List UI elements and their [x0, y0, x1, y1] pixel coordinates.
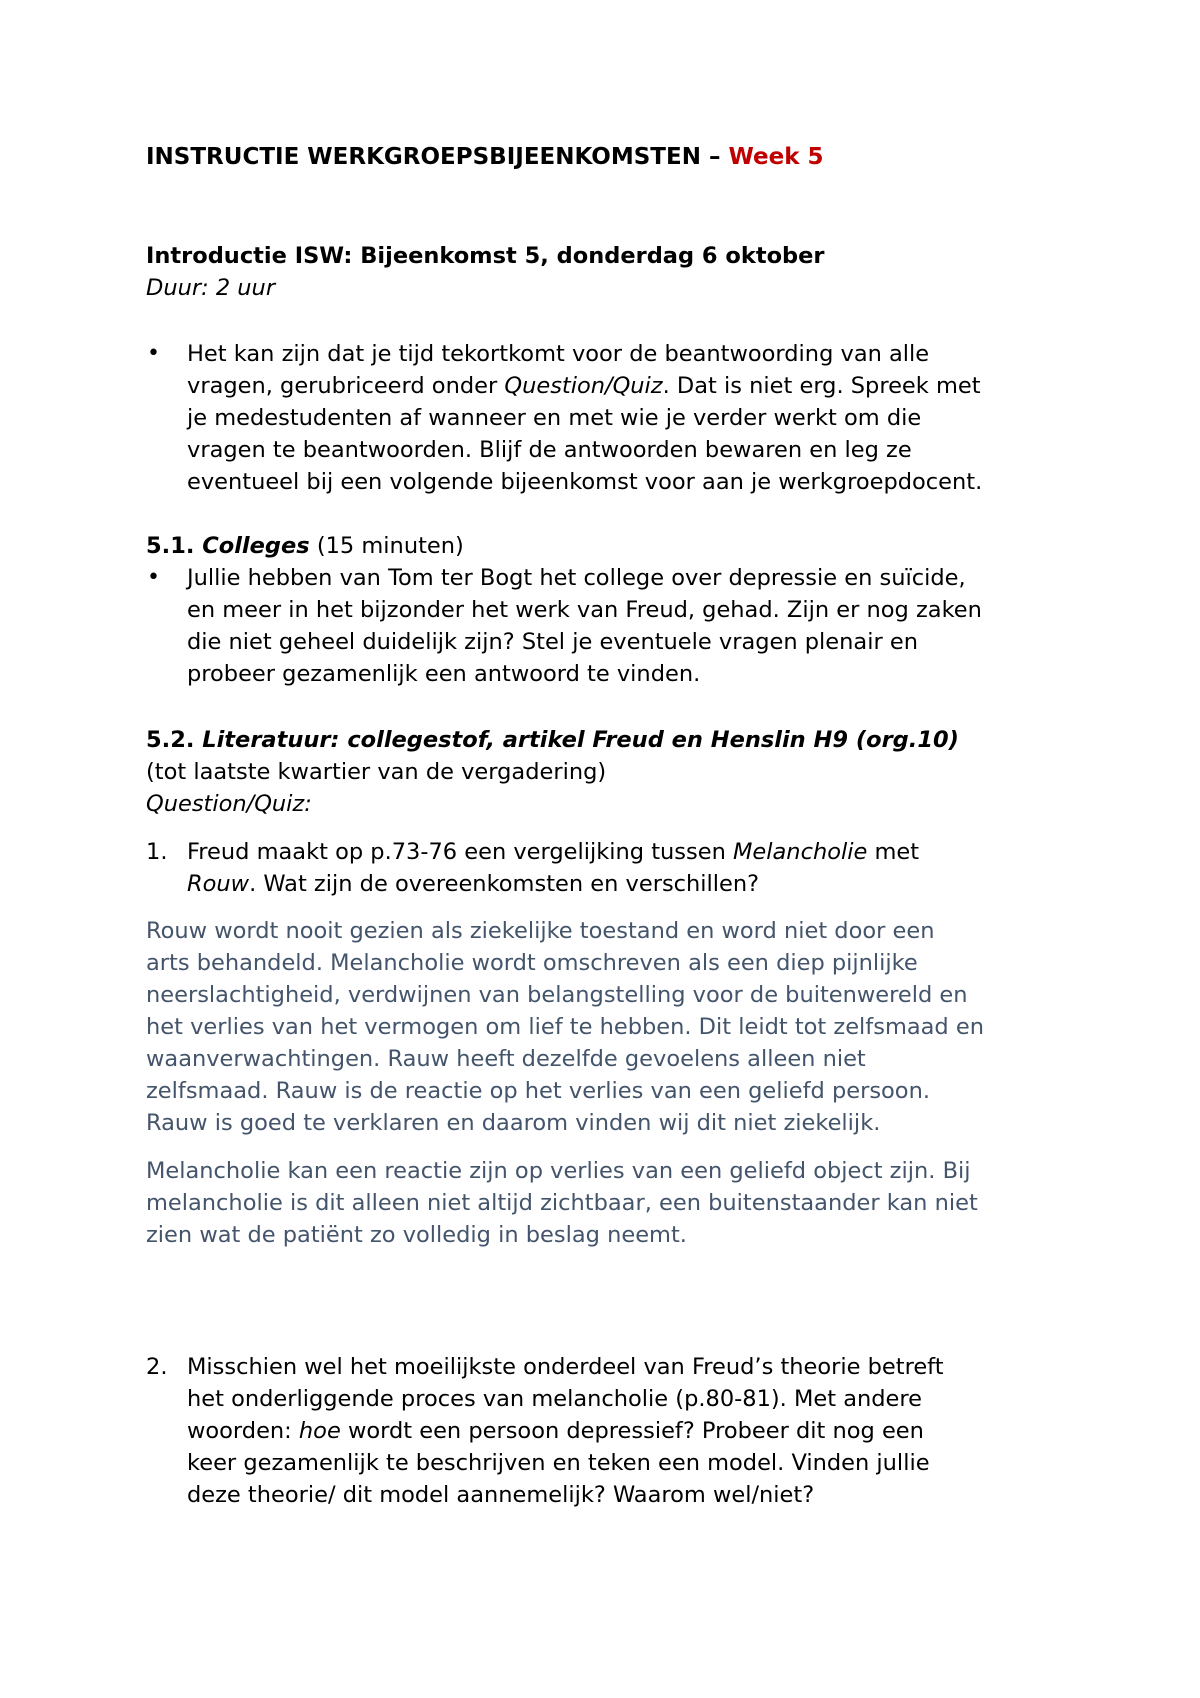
answer-1-p2-line-2: melancholie is dit alleen niet altijd zichtbaar, een buitenstaander kan niet — [146, 1190, 978, 1216]
question-1-line-2-em: Rouw — [187, 871, 250, 897]
answer-1-p1-line-5: waanverwachtingen. Rauw heeft dezelfde gevoelens alleen niet — [146, 1046, 866, 1072]
intro-line-1: Het kan zijn dat je tijd tekortkomt voor de beantwoording van alle — [187, 341, 930, 367]
answer-1-p1-line-4: het verlies van het vermogen om lief te hebben. Dit leidt tot zelfsmaad en — [146, 1014, 984, 1040]
question-2-line-3-b: wordt een persoon depressief? Probeer dit nog een — [340, 1418, 924, 1444]
meeting-duration: Duur: 2 uur — [146, 275, 276, 301]
intro-line-4: vragen te beantwoorden. Blijf de antwoorden bewaren en leg ze — [187, 437, 912, 463]
section-1-suffix: (15 minuten) — [309, 533, 464, 559]
title-week: Week 5 — [728, 144, 824, 170]
question-2-line-1: Misschien wel het moeilijkste onderdeel van Freud’s theorie betreft — [187, 1354, 944, 1380]
section-1-number: 5.1. — [146, 533, 203, 559]
bullet-marker: • — [147, 565, 160, 590]
question-1-line-1-em: Melancholie — [733, 839, 868, 865]
answer-1-p1-line-2: arts behandeld. Melancholie wordt omschreven als een diep pijnlijke — [146, 950, 918, 976]
section-1-line-1: Jullie hebben van Tom ter Bogt het college over depressie en suïcide, — [187, 565, 966, 591]
question-2-line-5: deze theorie/ dit model aannemelijk? Waarom wel/niet? — [187, 1482, 815, 1508]
section-2-heading — [146, 724, 959, 756]
title-main: INSTRUCTIE WERKGROEPSBIJEENKOMSTEN – — [146, 144, 729, 170]
question-2-line-4: keer gezamenlijk te beschrijven en teken een model. Vinden jullie — [187, 1450, 930, 1476]
bullet-marker: • — [147, 341, 160, 366]
section-1-line-3: die niet geheel duidelijk zijn? Stel je eventuele vragen plenair en — [187, 629, 918, 655]
intro-line-2 — [187, 370, 981, 402]
question-1-line-1-b: met — [867, 839, 920, 865]
question-1-line-1-a: Freud maakt op p.73-76 een vergelijking tussen — [187, 839, 734, 865]
question-1-line-2-b: . Wat zijn de overeenkomsten en verschillen? — [249, 871, 760, 897]
section-2-subtitle: (tot laatste kwartier van de vergadering) — [146, 759, 607, 785]
section-1-heading — [146, 530, 464, 562]
question-2-line-3-a: woorden: — [187, 1418, 299, 1444]
intro-line-2-em: Question/Quiz — [504, 373, 663, 399]
meeting-heading: Introductie ISW: Bijeenkomst 5, donderdag 6 oktober — [146, 243, 825, 269]
answer-1-p1-line-3: neerslachtigheid, verdwijnen van belangstelling voor de buitenwereld en — [146, 982, 968, 1008]
intro-line-2-b: . Dat is niet erg. Spreek met — [662, 373, 981, 399]
intro-line-3: je medestudenten af wanneer en met wie je verder werkt om die — [187, 405, 922, 431]
answer-1-p1-line-1: Rouw wordt nooit gezien als ziekelijke toestand en word niet door een — [146, 918, 935, 944]
intro-line-5: eventueel bij een volgende bijeenkomst voor aan je werkgroepdocent. — [187, 469, 983, 495]
question-2-line-3 — [187, 1415, 924, 1447]
question-1-number: 1. — [146, 839, 168, 865]
section-1-line-2: en meer in het bijzonder het werk van Freud, gehad. Zijn er nog zaken — [187, 597, 982, 623]
answer-1-p1-line-7: Rauw is goed te verklaren en daarom vinden wij dit niet ziekelijk. — [146, 1110, 881, 1136]
question-1-line-2 — [187, 868, 759, 900]
answer-1-p1-line-6: zelfsmaad. Rauw is de reactie op het verlies van een geliefd persoon. — [146, 1078, 930, 1104]
answer-1-p2-line-1: Melancholie kan een reactie zijn op verlies van een geliefd object zijn. Bij — [146, 1158, 971, 1184]
section-2-title: Literatuur: collegestof, artikel Freud en Henslin H9 (org.10) — [202, 727, 959, 753]
question-1-line-1 — [187, 836, 919, 868]
section-1-title: Colleges — [202, 533, 310, 559]
question-2-number: 2. — [146, 1354, 168, 1380]
quiz-label: Question/Quiz: — [146, 791, 312, 817]
section-2-number: 5.2. — [146, 727, 203, 753]
section-1-line-4: probeer gezamenlijk een antwoord te vinden. — [187, 661, 701, 687]
document-title — [146, 141, 824, 173]
question-2-line-2: het onderliggende proces van melancholie (p.80-81). Met andere — [187, 1386, 922, 1412]
question-2-line-3-em: hoe — [298, 1418, 341, 1444]
intro-line-2-a: vragen, gerubriceerd onder — [187, 373, 505, 399]
answer-1-p2-line-3: zien wat de patiënt zo volledig in beslag neemt. — [146, 1222, 687, 1248]
